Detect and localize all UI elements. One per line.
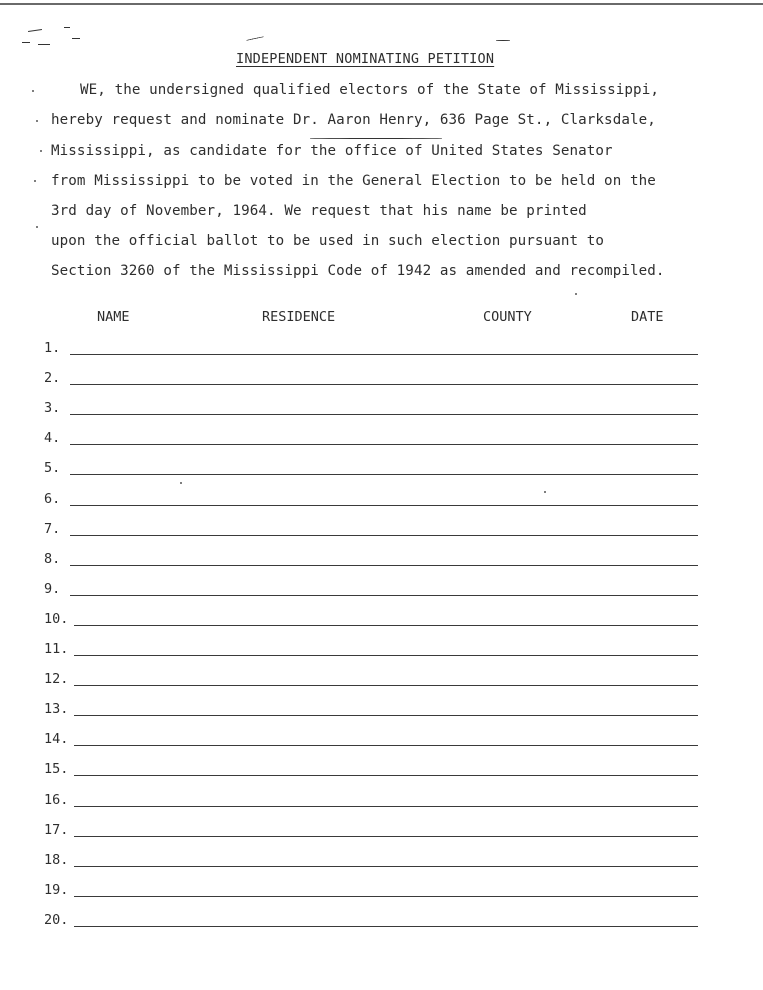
signature-line[interactable]	[70, 414, 698, 415]
scan-speck	[575, 293, 577, 295]
signature-row[interactable]	[44, 609, 698, 629]
handwritten-underline	[310, 138, 442, 139]
signature-line[interactable]	[70, 595, 698, 596]
signature-row[interactable]	[44, 669, 698, 689]
petition-text-line: Section 3260 of the Mississippi Code of 1942 as amended and recompiled.	[51, 263, 665, 279]
row-number: 16.	[44, 791, 69, 808]
scan-speck	[36, 226, 38, 228]
document-title: INDEPENDENT NOMINATING PETITION	[236, 51, 495, 67]
signature-row[interactable]	[44, 790, 698, 810]
row-number: 13.	[44, 701, 69, 718]
signature-line[interactable]	[74, 625, 698, 626]
signature-row[interactable]	[44, 368, 698, 388]
scan-mark	[28, 29, 42, 32]
signature-line[interactable]	[74, 866, 698, 867]
column-header-county: COUNTY	[483, 309, 532, 325]
signature-line[interactable]	[74, 685, 698, 686]
signature-line[interactable]	[70, 505, 698, 506]
petition-text-line: from Mississippi to be voted in the General Election to be held on the	[51, 173, 656, 189]
signature-row[interactable]	[44, 820, 698, 840]
signature-row[interactable]	[44, 699, 698, 719]
row-number: 8.	[44, 550, 61, 567]
signature-line[interactable]	[74, 806, 698, 807]
row-number: 5.	[44, 460, 61, 477]
scan-speck	[32, 90, 34, 92]
signature-row[interactable]	[44, 398, 698, 418]
signature-line[interactable]	[74, 896, 698, 897]
signature-row[interactable]	[44, 880, 698, 900]
petition-text-line: Mississippi, as candidate for the office of United States Senator	[51, 143, 613, 159]
row-number: 14.	[44, 731, 69, 748]
scan-mark	[72, 38, 80, 39]
signature-row[interactable]	[44, 850, 698, 870]
petition-text-line: upon the official ballot to be used in such election pursuant to	[51, 233, 605, 249]
row-number: 9.	[44, 580, 61, 597]
petition-text-line: WE, the undersigned qualified electors of the State of Mississippi,	[80, 82, 659, 98]
row-number: 2.	[44, 370, 61, 387]
scan-mark	[496, 40, 510, 41]
scan-speck	[36, 120, 38, 122]
page-top-edge	[0, 3, 763, 5]
signature-row[interactable]	[44, 729, 698, 749]
signature-line[interactable]	[70, 444, 698, 445]
signature-line[interactable]	[70, 535, 698, 536]
row-number: 7.	[44, 520, 61, 537]
signature-line[interactable]	[74, 745, 698, 746]
signature-line[interactable]	[74, 926, 698, 927]
scan-mark	[64, 27, 70, 28]
row-number: 15.	[44, 761, 69, 778]
row-number: 18.	[44, 851, 69, 868]
signature-row[interactable]	[44, 759, 698, 779]
petition-text-line: 3rd day of November, 1964. We request that his name be printed	[51, 203, 587, 219]
row-number: 10.	[44, 610, 69, 627]
signature-row[interactable]	[44, 579, 698, 599]
signature-line[interactable]	[74, 775, 698, 776]
signature-line[interactable]	[70, 565, 698, 566]
row-number: 4.	[44, 430, 61, 447]
row-number: 17.	[44, 821, 69, 838]
signature-row[interactable]	[44, 428, 698, 448]
signature-row[interactable]	[44, 338, 698, 358]
row-number: 3.	[44, 400, 61, 417]
signature-line[interactable]	[74, 836, 698, 837]
row-number: 1.	[44, 340, 61, 356]
signature-line[interactable]	[70, 384, 698, 385]
column-header-date: DATE	[631, 309, 664, 325]
column-header-residence: RESIDENCE	[262, 309, 336, 325]
signature-row[interactable]	[44, 489, 698, 509]
signature-row[interactable]	[44, 639, 698, 659]
row-number: 11.	[44, 641, 69, 657]
signature-line[interactable]	[74, 715, 698, 716]
row-number: 20.	[44, 911, 69, 928]
scan-mark	[38, 44, 50, 45]
column-header-name: NAME	[97, 309, 130, 325]
signature-line[interactable]	[70, 474, 698, 475]
row-number: 6.	[44, 490, 61, 507]
row-number: 19.	[44, 881, 69, 898]
signature-row[interactable]	[44, 519, 698, 539]
scan-speck	[180, 482, 182, 484]
petition-text-line: hereby request and nominate Dr. Aaron Henry, 636 Page St., Clarksdale,	[51, 112, 656, 128]
signature-line[interactable]	[74, 655, 698, 656]
scan-mark	[246, 36, 264, 41]
scan-speck	[34, 180, 36, 182]
signature-row[interactable]	[44, 910, 698, 930]
row-number: 12.	[44, 671, 69, 688]
signature-line[interactable]	[70, 354, 698, 355]
scan-mark	[22, 42, 30, 43]
signature-row[interactable]	[44, 458, 698, 478]
scan-speck	[40, 150, 42, 152]
signature-row[interactable]	[44, 549, 698, 569]
